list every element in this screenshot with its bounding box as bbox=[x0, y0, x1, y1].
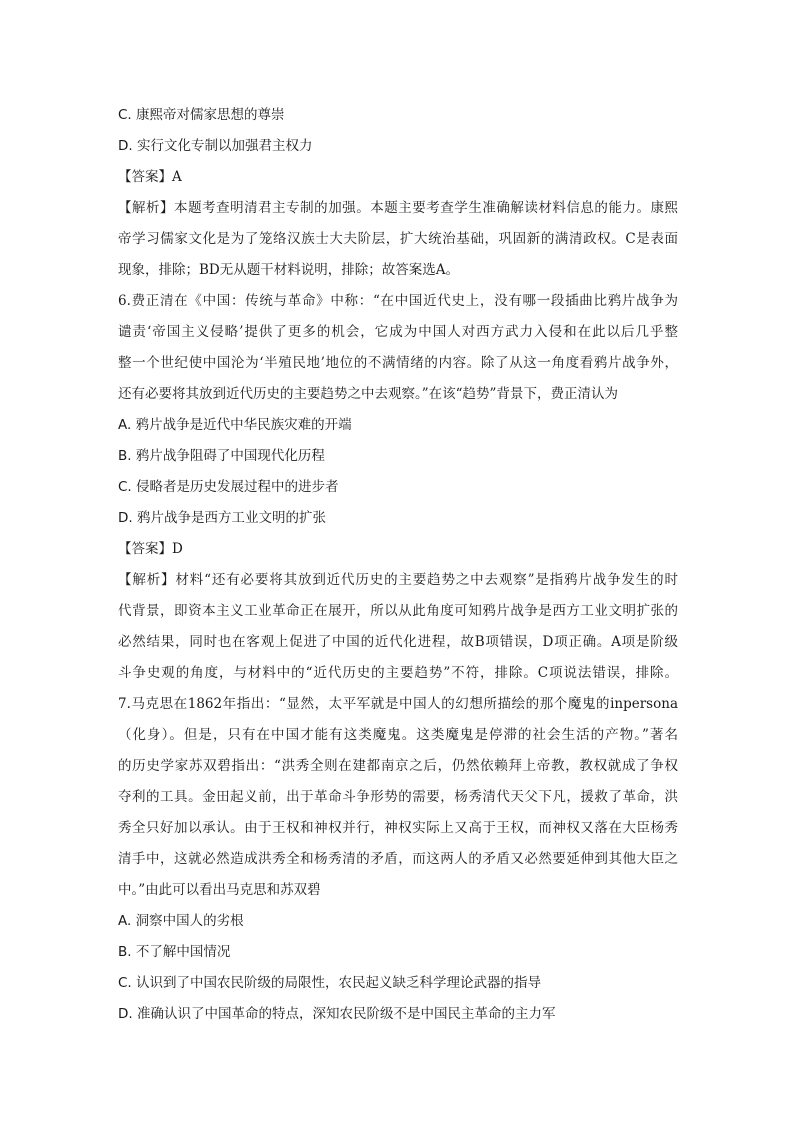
option-label: C. bbox=[118, 975, 132, 991]
q6-analysis-line: 【解析】材料“还有必要将其放到近代历史的主要趋势之中去观察”是指鸦片战争发生的时 bbox=[118, 572, 678, 588]
q6-option-d bbox=[118, 503, 678, 534]
option-text: 侵略者是历史发展过程中的进步者 bbox=[136, 479, 339, 495]
q5-analysis-line: 帝学习儒家文化是为了笼络汉族士大夫阶层，扩大统治基础，巩固新的满清政权。C是表面 bbox=[118, 231, 678, 247]
option-text: 准确认识了中国革命的特点，深知农民阶级不是中国民主革命的主力军 bbox=[136, 1006, 556, 1022]
option-label: A. bbox=[118, 417, 132, 433]
q7-stem-line: 的历史学家苏双碧指出：“洪秀全则在建都南京之后，仍然依赖拜上帝教，教权就成了争权 bbox=[118, 758, 678, 774]
q7-stem-line: 清手中，这就必然造成洪秀全和杨秀清的矛盾，而这两人的矛盾又必然要延伸到其他大臣之 bbox=[118, 851, 678, 867]
q6-option-b bbox=[118, 441, 678, 472]
q7-stem-line: 中。”由此可以看出马克思和苏双碧 bbox=[118, 882, 321, 898]
q7-stem-line: （化身）。但是，只有在中国才能有这类魔鬼。这类魔鬼是停滞的社会生活的产物。”著名 bbox=[118, 727, 678, 743]
option-label: D. bbox=[118, 138, 133, 154]
q6-analysis-line: 斗争史观的角度，与材料中的“近代历史的主要趋势”不符，排除。C项说法错误，排除。 bbox=[118, 665, 678, 681]
q7-option-c bbox=[118, 968, 678, 999]
option-label: D. bbox=[118, 1006, 133, 1022]
q6-analysis-line: 必然结果，同时也在客观上促进了中国的近代化进程，故B项错误，D项正确。A项是阶级 bbox=[118, 634, 678, 650]
q5-option-d bbox=[118, 131, 678, 162]
option-text: 康熙帝对儒家思想的尊崇 bbox=[136, 107, 285, 123]
option-label: B. bbox=[118, 448, 132, 464]
option-label: C. bbox=[118, 479, 132, 495]
q7-stem-line: 夺利的工具。金田起义前，出于革命斗争形势的需要，杨秀清代天父下凡，援救了革命，洪 bbox=[118, 789, 678, 805]
q6-stem-line: 整一个世纪使中国沦为‘半殖民地’地位的不满情绪的内容。除了从这一角度看鸦片战争外， bbox=[118, 355, 678, 371]
option-text: 鸦片战争阻碍了中国现代化历程 bbox=[135, 448, 325, 464]
document-page bbox=[118, 100, 678, 1030]
option-text: 鸦片战争是西方工业文明的扩张 bbox=[136, 510, 326, 526]
q6-option-c bbox=[118, 472, 678, 503]
option-text: 鸦片战争是近代中华民族灾难的开端 bbox=[135, 417, 352, 433]
q6-stem-line: 6.费正清在《中国：传统与革命》中称：“在中国近代史上，没有哪一段插曲比鸦片战争为 bbox=[118, 293, 678, 309]
q6-answer: 【答案】D bbox=[118, 541, 183, 557]
q5-option-c bbox=[118, 100, 678, 131]
q6-option-a bbox=[118, 410, 678, 441]
option-label: C. bbox=[118, 107, 132, 123]
option-label: D. bbox=[118, 510, 133, 526]
q7-option-d bbox=[118, 999, 678, 1030]
q5-analysis-line: 【解析】本题考查明清君主专制的加强。本题主要考查学生准确解读材料信息的能力。康熙 bbox=[118, 200, 678, 216]
q7-option-b bbox=[118, 937, 678, 968]
q6-analysis-line: 代背景，即资本主义工业革命正在展开，所以从此角度可知鸦片战争是西方工业文明扩张的 bbox=[118, 603, 678, 619]
q5-answer: 【答案】A bbox=[118, 169, 182, 185]
option-text: 洞察中国人的劣根 bbox=[135, 913, 244, 929]
q7-option-a bbox=[118, 906, 678, 937]
q6-stem-line: 谴责‘帝国主义侵略’提供了更多的机会，它成为中国人对西方武力入侵和在此以后几乎整 bbox=[118, 324, 678, 340]
q7-stem-line: 7.马克思在1862年指出：“显然，太平军就是中国人的幻想所描绘的那个魔鬼的inpersona bbox=[118, 696, 678, 712]
q6-stem-line: 还有必要将其放到近代历史的主要趋势之中去观察。”在该“趋势”背景下，费正清认为 bbox=[118, 386, 618, 402]
q5-analysis-line: 现象，排除；BD无从题干材料说明，排除；故答案选A。 bbox=[118, 262, 459, 278]
q7-stem-line: 秀全只好加以承认。由于王权和神权并行，神权实际上又高于王权，而神权又落在大臣杨秀 bbox=[118, 820, 678, 836]
option-text: 不了解中国情况 bbox=[135, 944, 231, 960]
option-text: 认识到了中国农民阶级的局限性，农民起义缺乏科学理论武器的指导 bbox=[136, 975, 542, 991]
option-label: B. bbox=[118, 944, 132, 960]
option-label: A. bbox=[118, 913, 132, 929]
option-text: 实行文化专制以加强君主权力 bbox=[136, 138, 313, 154]
